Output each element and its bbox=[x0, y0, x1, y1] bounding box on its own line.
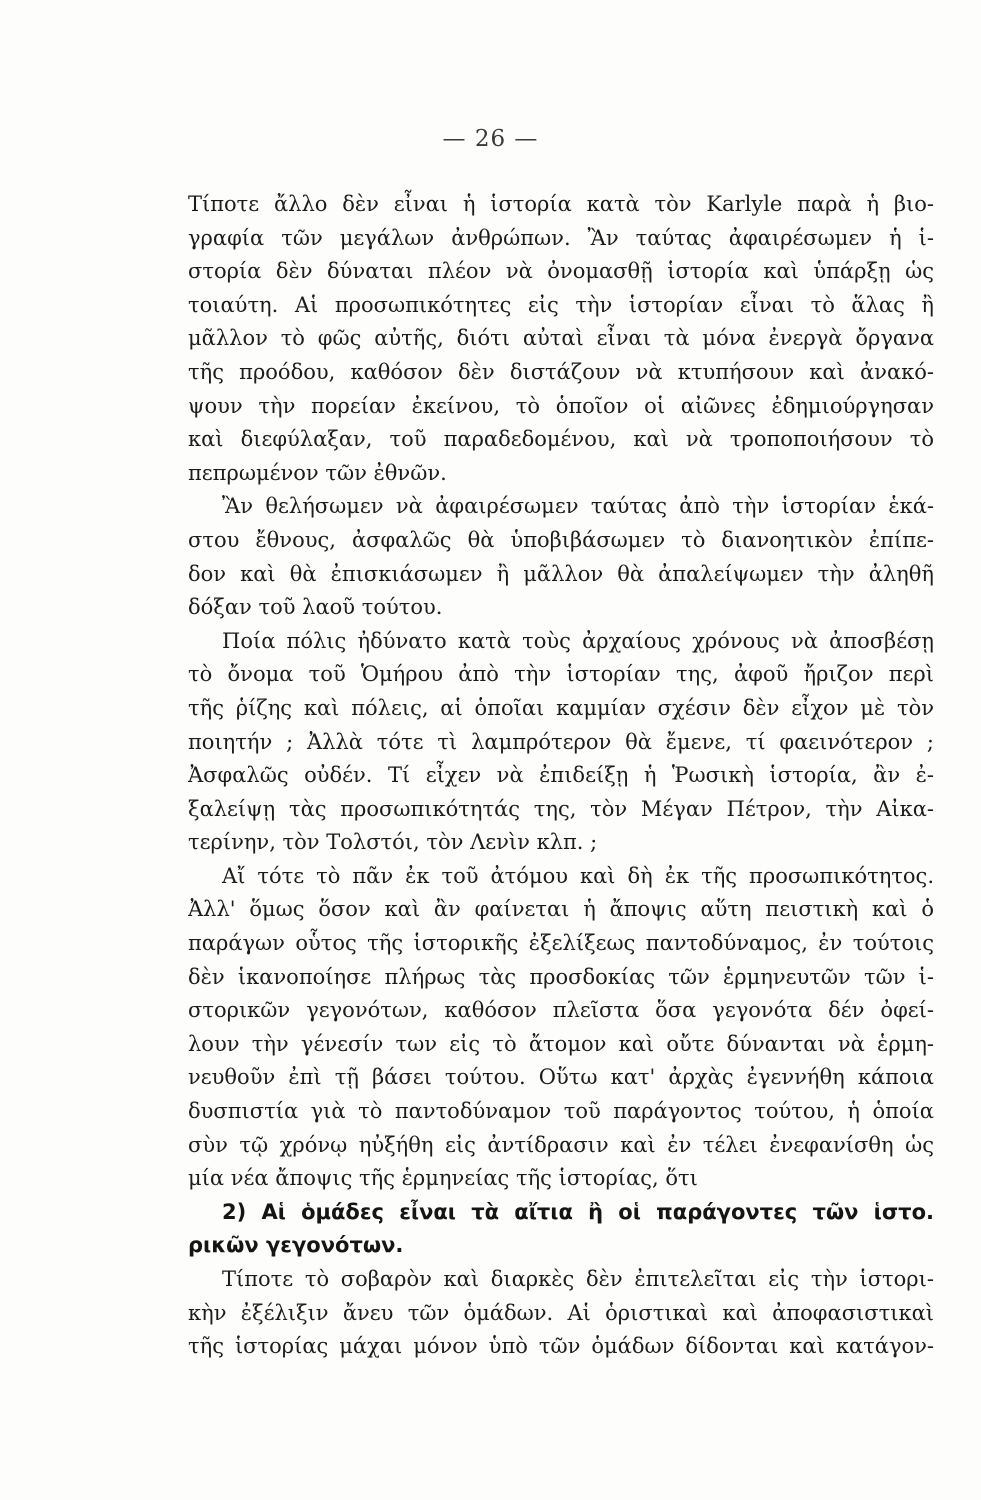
section-heading: ρικῶν γεγονότων. bbox=[188, 1233, 404, 1258]
page-number: — 26 — bbox=[442, 126, 539, 152]
text-line: νευθοῦν ἐπὶ τῇ βάσει τούτου. Οὕτω κατ' ἀρχὰς ἐγεννήθη κάποια bbox=[188, 1065, 934, 1090]
text-line: στορία δὲν δύναται πλέον νὰ ὀνομασθῇ ἱστορία καὶ ὑπάρξῃ ὡς bbox=[188, 259, 934, 284]
text-line: δὲν ἱκανοποίησε πλήρως τὰς προσδοκίας τῶν ἑρμηνευτῶν τῶν ἱ- bbox=[188, 964, 934, 989]
text-line: τὸ ὄνομα τοῦ Ὁμήρου ἀπὸ τὴν ἱστορίαν της, ἀφοῦ ἤριζον περὶ bbox=[188, 662, 934, 687]
text-line: παράγων οὗτος τῆς ἱστορικῆς ἐξελίξεως παντοδύναμος, ἐν τούτοις bbox=[188, 931, 934, 956]
text-line: σὺν τῷ χρόνῳ ηὐξήθη εἰς ἀντίδρασιν καὶ ἐν τέλει ἐνεφανίσθη ὡς bbox=[188, 1132, 934, 1157]
text-line: ψουν τὴν πορείαν ἐκείνου, τὸ ὁποῖον οἱ αἰῶνες ἐδημιούργησαν bbox=[188, 393, 934, 418]
text-line: στορικῶν γεγονότων, καθόσον πλεῖστα ὅσα γεγονότα δέν ὀφεί- bbox=[188, 998, 934, 1023]
text-line: γραφία τῶν μεγάλων ἀνθρώπων. Ἂν ταύτας ἀφαιρέσωμεν ἡ ἱ- bbox=[188, 225, 934, 250]
text-line: μία νέα ἄποψις τῆς ἑρμηνείας τῆς ἱστορίας, ὅτι bbox=[188, 1166, 698, 1191]
text-line: πεπρωμένον τῶν ἐθνῶν. bbox=[188, 460, 447, 485]
text-line: δον καὶ θὰ ἐπισκιάσωμεν ἢ μᾶλλον θὰ ἀπαλείψωμεν τὴν ἀληθῆ bbox=[188, 561, 934, 586]
text-line: τερίνην, τὸν Τολστόι, τὸν Λενὶν κλπ. ; bbox=[188, 830, 598, 855]
text-line: μᾶλλον τὸ φῶς αὐτῆς, διότι αὐταὶ εἶναι τὰ μόνα ἐνεργὰ ὄργανα bbox=[188, 326, 934, 351]
text-line: Τίποτε ἄλλο δὲν εἶναι ἡ ἱστορία κατὰ τὸν Karlyle παρὰ ἡ βιο- bbox=[188, 192, 934, 216]
text-line: Ἀλλ' ὅμως ὅσον καὶ ἂν φαίνεται ἡ ἄποψις αὕτη πειστικὴ καὶ ὁ bbox=[188, 897, 934, 922]
text-line: τοιαύτη. Αἱ προσωπικότητες εἰς τὴν ἱστορίαν εἶναι τὸ ἅλας ἢ bbox=[188, 292, 934, 317]
text-line: Αἴ τότε τὸ πᾶν ἐκ τοῦ ἀτόμου καὶ δὴ ἐκ τῆς προσωπικότητος. bbox=[222, 863, 934, 888]
text-line: δυσπιστία γιὰ τὸ παντοδύναμον τοῦ παράγοντος τούτου, ἡ ὁποία bbox=[188, 1099, 934, 1124]
text-line: λουν τὴν γένεσίν των εἰς τὸ ἄτομον καὶ οὔτε δύνανται νὰ ἑρμη- bbox=[188, 1031, 934, 1056]
text-line: τῆς προόδου, καθόσον δὲν διστάζουν νὰ κτυπήσουν καὶ ἀνακό- bbox=[188, 359, 934, 384]
text-line: Ποία πόλις ἠδύνατο κατὰ τοὺς ἀρχαίους χρόνους νὰ ἀποσβέσῃ bbox=[222, 628, 934, 653]
text-line: Ἂν θελήσωμεν νὰ ἀφαιρέσωμεν ταύτας ἀπὸ τὴν ἱστορίαν ἑκά- bbox=[222, 494, 934, 519]
text-line: Τίποτε τὸ σοβαρὸν καὶ διαρκὲς δὲν ἐπιτελεῖται εἰς τὴν ἱστορι- bbox=[222, 1267, 934, 1291]
text-line: δόξαν τοῦ λαοῦ τούτου. bbox=[188, 595, 443, 620]
body-text bbox=[188, 188, 934, 1364]
text-line: στου ἔθνους, ἀσφαλῶς θὰ ὑποβιβάσωμεν τὸ διανοητικὸν ἐπίπε- bbox=[188, 527, 934, 552]
text-line: τῆς ἱστορίας μάχαι μόνον ὑπὸ τῶν ὁμάδων δίδονται καὶ κατάγον- bbox=[188, 1334, 934, 1359]
text-line: ξαλείψῃ τὰς προσωπικότητάς της, τὸν Μέγαν Πέτρον, τὴν Αἰκα- bbox=[188, 796, 934, 821]
text-line: τῆς ῥίζης καὶ πόλεις, αἱ ὁποῖαι καμμίαν σχέσιν δὲν εἶχον μὲ τὸν bbox=[188, 695, 934, 720]
text-line: καὶ διεφύλαξαν, τοῦ παραδεδομένου, καὶ νὰ τροποποιήσουν τὸ bbox=[188, 427, 934, 452]
text-line: κὴν ἐξέλιξιν ἄνευ τῶν ὁμάδων. Αἱ ὁριστικαὶ καὶ ἀποφασιστικαὶ bbox=[188, 1300, 934, 1325]
section-heading: 2) Αἱ ὁμάδες εἶναι τὰ αἴτια ἢ οἱ παράγοντες τῶν ἱστο. bbox=[222, 1199, 934, 1224]
text-line: ποιητήν ; Ἀλλὰ τότε τὶ λαμπρότερον θὰ ἔμενε, τί φαεινότερον ; bbox=[188, 729, 934, 754]
text-line: Ἀσφαλῶς οὐδέν. Τί εἶχεν νὰ ἐπιδείξῃ ἡ Ῥωσικὴ ἱστορία, ἂν ἐ- bbox=[188, 763, 934, 788]
